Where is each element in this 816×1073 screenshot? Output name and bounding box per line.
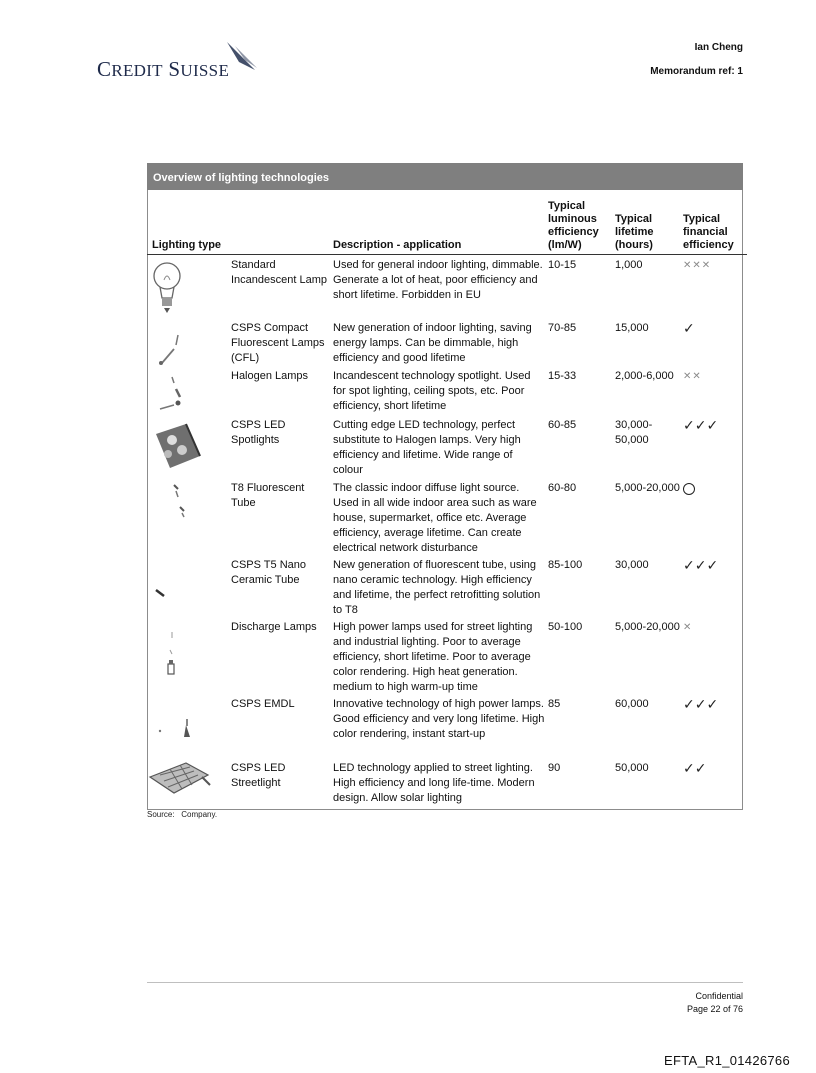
lifetime: 5,000-20,000 — [615, 482, 680, 494]
lighting-type: CSPS LED Streetlight — [231, 762, 286, 789]
description: The classic indoor diffuse light source. Used in all wide indoor area such as ware house, supermarket, office etc. Average efficiency, average lifetime. Can create electrical network disturbance — [333, 482, 537, 554]
col-header-lifetime: Typical lifetime (hours) — [615, 213, 654, 251]
lighting-type: CSPS T5 Nano Ceramic Tube — [231, 559, 307, 586]
lighting-type: T8 Fluorescent Tube — [231, 482, 305, 509]
lighting-type: CSPS Compact Fluorescent Lamps (CFL) — [231, 322, 325, 364]
luminous-efficiency: 60-80 — [548, 482, 577, 494]
page-number: Page 22 of 76 — [686, 1004, 743, 1014]
col-header-description: Description - application — [333, 239, 462, 251]
header-rule — [147, 254, 743, 255]
financial-efficiency: ✕✕✕ — [683, 260, 712, 271]
discharge-lamp-image — [164, 628, 184, 678]
lifetime: 1,000 — [615, 259, 643, 271]
description: High power lamps used for street lighting and industrial lighting. Poor to average efficiency, short lifetime. Poor to average color rendering. High heat generation. medium to high warm-up time — [333, 621, 533, 693]
credit-suisse-logo — [97, 40, 267, 80]
lighting-type: CSPS EMDL — [231, 698, 295, 710]
lifetime: 30,000-50,000 — [615, 419, 653, 446]
lighting-type: Discharge Lamps — [231, 621, 317, 633]
lifetime: 5,000-20,000 — [615, 621, 680, 633]
col-header-efficiency: Typical luminous efficiency (lm/W) — [548, 200, 599, 251]
table-title: Overview of lighting technologies — [147, 163, 743, 190]
lighting-type: Standard Incandescent Lamp — [231, 259, 328, 286]
luminous-efficiency: 50-100 — [548, 621, 583, 633]
financial-efficiency: ✓✓✓ — [683, 696, 719, 712]
luminous-efficiency: 15-33 — [548, 370, 577, 382]
luminous-efficiency: 85-100 — [548, 559, 583, 571]
luminous-efficiency: 70-85 — [548, 322, 577, 334]
lifetime: 30,000 — [615, 559, 649, 571]
fluorescent-tube-image — [168, 483, 190, 535]
brand-name: CREDIT SUISSE — [97, 57, 230, 81]
led-spotlight-image — [150, 420, 206, 472]
col-header-financial: Typical financial efficiency — [683, 213, 734, 251]
memo-reference: Memorandum ref: 1 — [650, 66, 743, 77]
cfl-lamp-image — [156, 331, 186, 367]
document-id: EFTA_R1_01426766 — [664, 1053, 790, 1068]
confidential-label: Confidential — [695, 991, 743, 1001]
financial-efficiency: ✓ — [683, 320, 695, 336]
emdl-lamp-image — [156, 717, 196, 741]
led-streetlight-image — [146, 759, 212, 797]
t5-tube-image — [154, 586, 168, 600]
description: Innovative technology of high power lamps. Good efficiency and very long lifetime. High color rendering, instant start-up — [333, 698, 545, 740]
luminous-efficiency: 85 — [548, 698, 561, 710]
halogen-lamp-image — [156, 373, 190, 413]
col-header-type: Lighting type — [152, 239, 222, 251]
luminous-efficiency: 10-15 — [548, 259, 577, 271]
circle-icon — [683, 483, 695, 495]
lifetime: 60,000 — [615, 698, 649, 710]
financial-efficiency: ✕ — [683, 622, 693, 633]
description: LED technology applied to street lighting. High efficiency and long life-time. Modern design. Allow solar lighting — [333, 762, 535, 804]
sails-icon — [225, 40, 259, 72]
header-rule-tick — [743, 254, 747, 255]
lighting-type: CSPS LED Spotlights — [231, 419, 286, 446]
lighting-type: Halogen Lamps — [231, 370, 309, 382]
description: Cutting edge LED technology, perfect substitute to Halogen lamps. Very high efficiency and lifetime. Wide range of colour — [333, 419, 521, 476]
footer-rule — [147, 982, 743, 983]
financial-efficiency: ✕✕ — [683, 371, 702, 382]
description: Incandescent technology spotlight. Used for spot lighting, ceiling spots, etc. Poor efficiency, short lifetime — [333, 370, 531, 412]
luminous-efficiency: 90 — [548, 762, 561, 774]
lifetime: 50,000 — [615, 762, 649, 774]
description: Used for general indoor lighting, dimmable. Generate a lot of heat, poor efficiency and short lifetime. Forbidden in EU — [333, 259, 543, 301]
luminous-efficiency: 60-85 — [548, 419, 577, 431]
description: New generation of fluorescent tube, using nano ceramic technology. High efficiency and lifetime, the perfect retrofitting solution to T8 — [333, 559, 541, 616]
financial-efficiency: ✓✓ — [683, 760, 707, 776]
description: New generation of indoor lighting, saving energy lamps. Can be dimmable, high efficiency and good lifetime — [333, 322, 532, 364]
financial-efficiency: ✓✓✓ — [683, 557, 719, 573]
incandescent-bulb-image — [152, 260, 182, 316]
lifetime: 15,000 — [615, 322, 649, 334]
financial-efficiency: ✓✓✓ — [683, 417, 719, 433]
lifetime: 2,000-6,000 — [615, 370, 674, 382]
author-name: Ian Cheng — [694, 42, 743, 53]
financial-efficiency — [683, 481, 739, 500]
source-note: Source: Company. — [147, 810, 218, 819]
